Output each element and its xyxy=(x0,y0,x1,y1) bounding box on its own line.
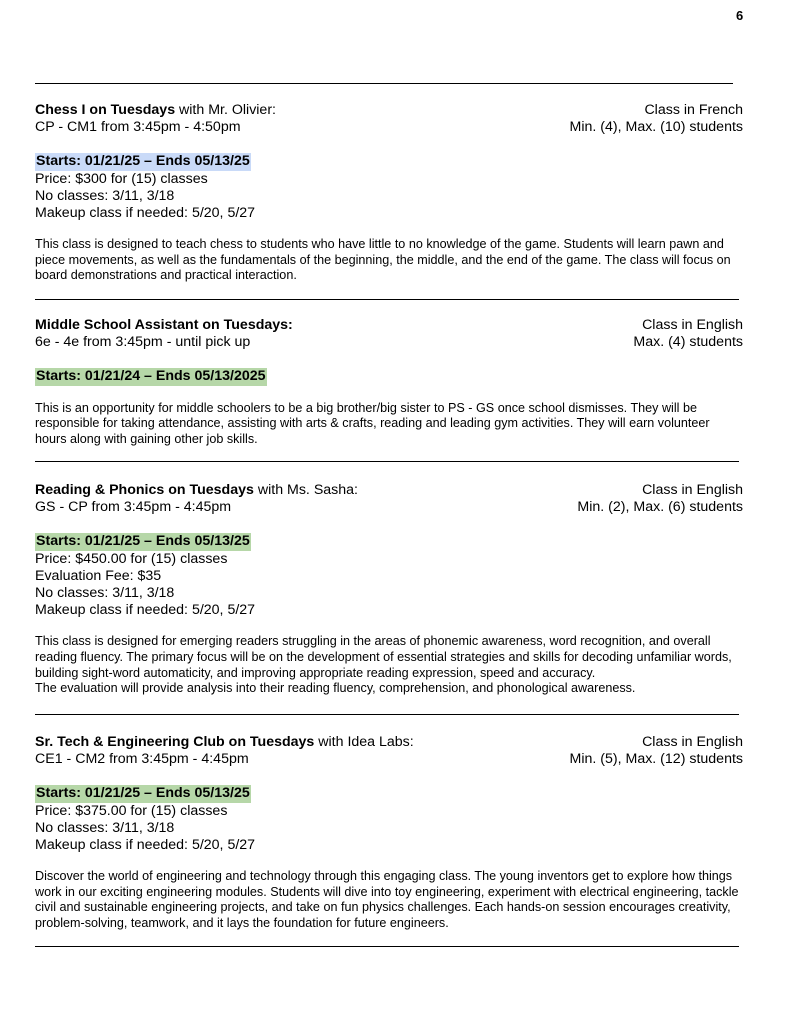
description-paragraph: This is an opportunity for middle schoolers to be a big brother/big sister to PS - GS once school dismisses. They will be responsible for taking attendance, assisting with arts & crafts, reading and leading gym activities. They will earn volunteer hours along with gaining other job skills. xyxy=(35,400,710,446)
class-no-classes: No classes: 3/11, 3/18 xyxy=(35,187,175,204)
class-instructor: with Idea Labs: xyxy=(314,734,414,750)
class-capacity: Min. (2), Max. (6) students xyxy=(577,499,743,516)
class-price: Price: $300 for (15) classes xyxy=(35,170,208,187)
class-dates: Starts: 01/21/25 – Ends 05/13/25 xyxy=(36,533,250,550)
page-number: 6 xyxy=(736,8,744,23)
description-paragraph: Discover the world of engineering and technology through this engaging class. The young inventors get to explore how things work in our exciting engineering modules. Students will dive into toy engineering, experiment with electrical engineering, tackle civil and sustainable engineering projects, and take on fun physics challenges. Each hands-on session encourages creativity, problem-solving, teamwork, and it lays the foundation for future engineers. xyxy=(35,869,739,930)
class-schedule: GS - CP from 3:45pm - 4:45pm xyxy=(35,499,232,516)
description-paragraph: This class is designed to teach chess to students who have little to no knowledge of the game. Students will learn pawn and piece movements, as well as the fundamentals of the beginning, the middle, and the end of the game. The class will focus on board demonstrations and practical interaction. xyxy=(35,237,731,283)
class-description xyxy=(35,237,743,284)
class-dates: Starts: 01/21/25 – Ends 05/13/25 xyxy=(36,785,250,802)
description-paragraph: This class is designed for emerging readers struggling in the areas of phonemic awareness, word recognition, and overall reading fluency. The primary focus will be on the development of essential strategies and skills for decoding unfamiliar words, building sight-word automaticity, and improving appropriate reading expression, speed and accuracy. xyxy=(35,634,732,680)
class-dates: Starts: 01/21/25 – Ends 05/13/25 xyxy=(36,153,250,170)
class-makeup: Makeup class if needed: 5/20, 5/27 xyxy=(35,602,256,619)
class-instructor: with Ms. Sasha: xyxy=(253,482,358,498)
class-section-chess xyxy=(35,102,743,284)
class-capacity: Min. (4), Max. (10) students xyxy=(569,119,743,136)
divider xyxy=(35,714,739,715)
class-language: Class in English xyxy=(642,734,743,750)
class-title: Middle School Assistant on Tuesdays: xyxy=(35,317,293,333)
class-price: Price: $450.00 for (15) classes xyxy=(35,550,228,567)
class-no-classes: No classes: 3/11, 3/18 xyxy=(35,819,175,836)
class-language: Class in English xyxy=(642,317,743,333)
class-section-reading-phonics xyxy=(35,482,743,697)
class-dates: Starts: 01/21/24 – Ends 05/13/2025 xyxy=(36,368,266,385)
class-makeup: Makeup class if needed: 5/20, 5/27 xyxy=(35,837,256,854)
divider xyxy=(35,461,739,462)
class-section-tech-engineering xyxy=(35,734,743,932)
description-paragraph: The evaluation will provide analysis into their reading fluency, comprehension, and phonological awareness. xyxy=(35,681,636,696)
class-capacity: Max. (4) students xyxy=(633,334,743,351)
class-title-line xyxy=(35,317,293,334)
class-language: Class in French xyxy=(644,102,743,118)
class-evaluation-fee: Evaluation Fee: $35 xyxy=(35,567,162,584)
class-price: Price: $375.00 for (15) classes xyxy=(35,802,228,819)
class-description xyxy=(35,401,743,448)
class-instructor: with Mr. Olivier: xyxy=(175,102,276,118)
class-language: Class in English xyxy=(642,482,743,498)
class-title: Chess I on Tuesdays xyxy=(35,102,176,118)
class-title: Sr. Tech & Engineering Club on Tuesdays xyxy=(35,734,315,750)
class-title: Reading & Phonics on Tuesdays xyxy=(35,482,254,498)
divider xyxy=(35,946,739,947)
class-title-line xyxy=(35,734,414,751)
class-schedule: CP - CM1 from 3:45pm - 4:50pm xyxy=(35,119,241,136)
class-description xyxy=(35,869,743,931)
divider xyxy=(35,83,733,84)
class-capacity: Min. (5), Max. (12) students xyxy=(569,751,743,768)
class-schedule: 6e - 4e from 3:45pm - until pick up xyxy=(35,334,251,351)
class-section-middle-school-assistant xyxy=(35,317,743,447)
class-title-line xyxy=(35,482,358,499)
class-no-classes: No classes: 3/11, 3/18 xyxy=(35,585,175,602)
divider xyxy=(35,299,739,300)
class-schedule: CE1 - CM2 from 3:45pm - 4:45pm xyxy=(35,751,249,768)
class-makeup: Makeup class if needed: 5/20, 5/27 xyxy=(35,205,256,222)
class-title-line xyxy=(35,102,276,119)
class-description xyxy=(35,634,743,696)
